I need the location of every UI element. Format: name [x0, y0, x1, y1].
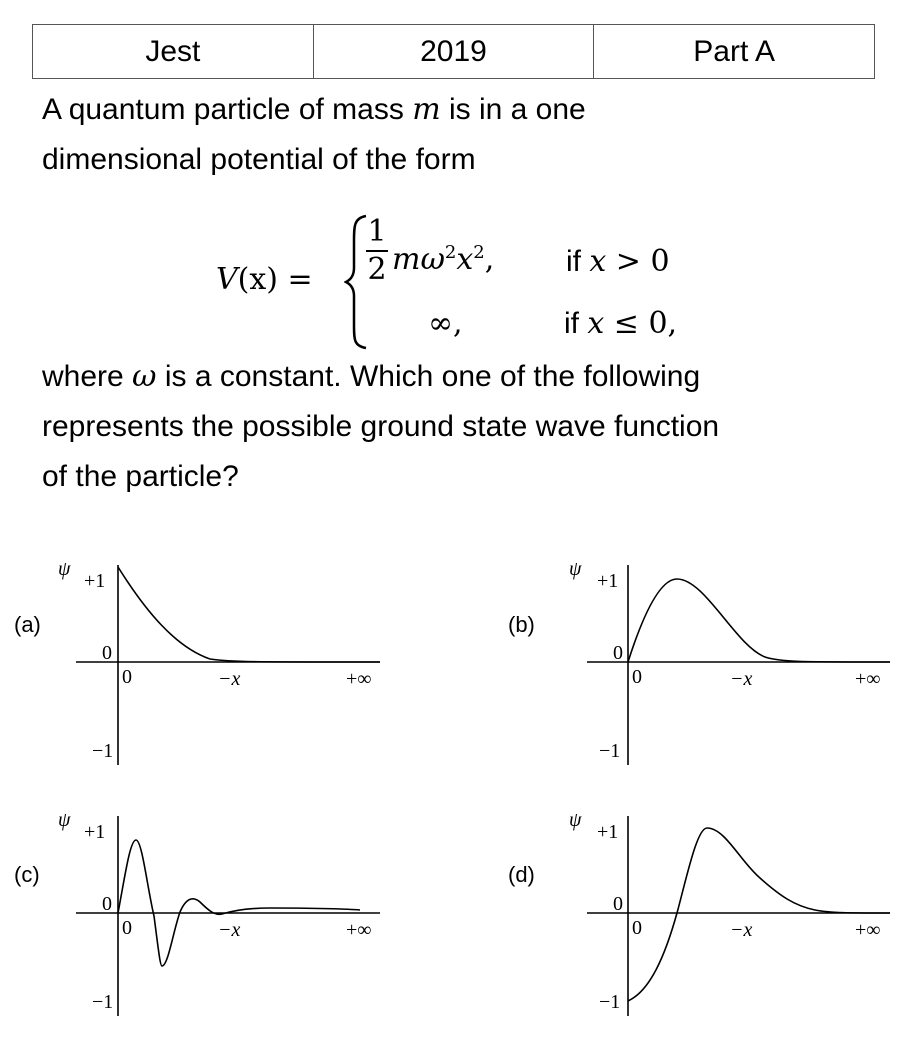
wavefunction-curve — [118, 567, 380, 662]
psi-label: ψ — [58, 558, 71, 580]
x-zero-label: 0 — [122, 917, 132, 939]
option-d-label[interactable]: (d) — [508, 862, 535, 887]
x-mid-label: −x — [730, 668, 753, 690]
psi-label: ψ — [569, 558, 582, 580]
psi-label: ψ — [58, 809, 71, 831]
y-zero-label: 0 — [102, 642, 112, 664]
question-line-2: dimensional potential of the form — [42, 143, 476, 176]
option-b-graph[interactable] — [565, 555, 900, 770]
wavefunction-curve — [118, 840, 360, 966]
fraction-one-half: 1 2 — [367, 214, 387, 287]
header-year: 2019 — [313, 25, 594, 79]
y-minus-one-label: −1 — [599, 740, 621, 762]
option-a-graph[interactable] — [50, 555, 390, 770]
y-plus-one-label: +1 — [84, 821, 106, 843]
wavefunction-curve — [628, 828, 890, 1001]
equation-lhs: V(x) = — [216, 262, 313, 297]
y-plus-one-label: +1 — [84, 570, 106, 592]
question-line-1: A quantum particle of mass m is in a one — [42, 92, 586, 127]
x-end-label: +∞ — [855, 668, 881, 690]
x-zero-label: 0 — [122, 666, 132, 688]
y-plus-one-label: +1 — [597, 570, 619, 592]
header-table — [32, 24, 875, 79]
question-line-5: of the particle? — [42, 460, 239, 493]
x-zero-label: 0 — [632, 666, 642, 688]
x-end-label: +∞ — [346, 919, 372, 941]
y-zero-label: 0 — [102, 893, 112, 915]
x-zero-label: 0 — [632, 917, 642, 939]
equation-condition-1: if x > 0 — [566, 244, 670, 279]
left-brace-icon — [344, 212, 368, 352]
header-exam: Jest — [33, 25, 314, 79]
x-mid-label: −x — [218, 668, 241, 690]
question-line-4: represents the possible ground state wave function — [42, 410, 720, 443]
option-c-graph[interactable] — [50, 806, 390, 1021]
x-end-label: +∞ — [346, 668, 372, 690]
wavefunction-curve — [628, 579, 890, 662]
x-end-label: +∞ — [855, 919, 881, 941]
y-plus-one-label: +1 — [597, 821, 619, 843]
option-d-graph[interactable] — [565, 806, 900, 1021]
question-line-3: where ω is a constant. Which one of the following — [42, 359, 701, 394]
y-minus-one-label: −1 — [92, 740, 114, 762]
equation-term-2: ∞, — [428, 306, 463, 341]
equation-term-1: $m\omega^2x^2$, — [392, 242, 495, 277]
psi-label: ψ — [569, 809, 582, 831]
option-b-label[interactable]: (b) — [508, 612, 535, 637]
x-mid-label: −x — [218, 919, 241, 941]
omega-symbol: ω — [132, 359, 157, 394]
y-zero-label: 0 — [613, 642, 623, 664]
option-c-label[interactable]: (c) — [14, 862, 40, 887]
x-mid-label: −x — [730, 919, 753, 941]
equation-condition-2: if x ≤ 0, — [564, 306, 678, 341]
potential-equation — [216, 212, 736, 352]
y-minus-one-label: −1 — [599, 991, 621, 1013]
header-part: Part A — [594, 25, 875, 79]
y-zero-label: 0 — [613, 893, 623, 915]
y-minus-one-label: −1 — [92, 991, 114, 1013]
mass-symbol: m — [412, 92, 441, 127]
option-a-label[interactable]: (a) — [14, 612, 41, 637]
